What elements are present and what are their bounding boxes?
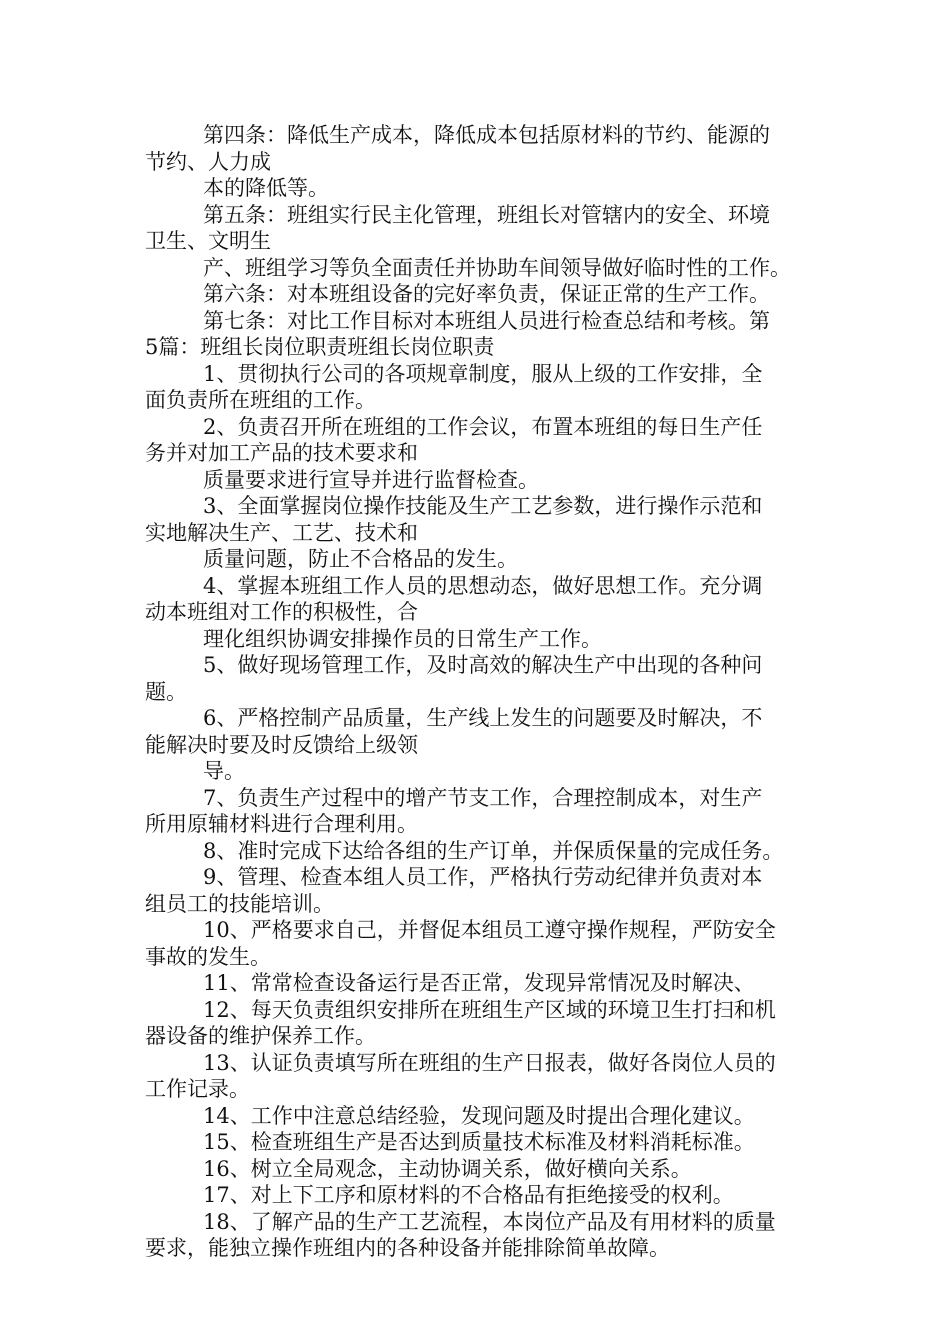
text-line: 面负责所在班组的工作。 (145, 388, 376, 412)
text-line: 1、贯彻执行公司的各项规章制度，服从上级的工作安排，全 (203, 361, 763, 386)
text-line: 5、做好现场管理工作，及时高效的解决生产中出现的各种问 (203, 653, 763, 677)
text-line: 第五条：班组实行民主化管理，班组长对管辖内的安全、环境 (203, 202, 770, 227)
text-line: 第四条：降低生产成本，降低成本包括原材料的节约、能源的 (203, 123, 770, 147)
text-line: 理化组织协调安排操作员的日常生产工作。 (203, 626, 602, 651)
text-line: 13、认证负责填写所在班组的生产日报表，做好各岗位人员的 (203, 1050, 776, 1075)
text-line: 5篇：班组长岗位职责班组长岗位职责 (145, 335, 495, 359)
document-body (145, 122, 815, 1262)
text-line: 3、全面掌握岗位操作技能及生产工艺参数，进行操作示范和 (203, 494, 763, 518)
text-line: 所用原辅材料进行合理利用。 (145, 812, 418, 836)
text-line: 动本班组对工作的积极性，合 (145, 600, 418, 624)
text-line: 18、了解产品的生产工艺流程，本岗位产品及有用材料的质量 (203, 1209, 776, 1234)
text-line: 6、严格控制产品质量，生产线上发生的问题要及时解决，不 (203, 706, 763, 730)
text-line: 4、掌握本班组工作人员的思想动态，做好思想工作。充分调 (203, 573, 763, 598)
text-line: 7、负责生产过程中的增产节支工作，合理控制成本，对生产 (203, 785, 763, 810)
text-line: 要求，能独立操作班组内的各种设备并能排除简单故障。 (145, 1236, 670, 1260)
text-line: 质量要求进行宣导并进行监督检查。 (203, 467, 539, 492)
text-line: 导。 (203, 759, 245, 783)
text-line: 第七条：对比工作目标对本班组人员进行检查总结和考核。第 (203, 308, 770, 333)
text-line: 11、常常检查设备运行是否正常，发现异常情况及时解决、 (203, 971, 755, 995)
text-line: 卫生、文明生 (145, 229, 271, 253)
text-line: 10、严格要求自己，并督促本组员工遵守操作规程，严防安全 (203, 918, 776, 942)
text-line: 8、准时完成下达给各组的生产订单，并保质保量的完成任务。 (203, 838, 784, 863)
text-line: 器设备的维护保养工作。 (145, 1024, 376, 1048)
text-line: 产、班组学习等负全面责任并协助车间领导做好临时性的工作。 (203, 255, 791, 280)
text-line: 2、负责召开所在班组的工作会议，布置本班组的每日生产任 (203, 414, 763, 439)
text-line: 质量问题，防止不合格品的发生。 (203, 547, 518, 571)
text-line: 节约、人力成 (145, 149, 271, 174)
text-line: 12、每天负责组织安排所在班组生产区域的环境卫生打扫和机 (203, 997, 776, 1022)
text-line: 能解决时要及时反馈给上级领 (145, 732, 418, 757)
text-line: 事故的发生。 (145, 944, 271, 969)
text-line: 本的降低等。 (203, 176, 329, 200)
text-line: 组员工的技能培训。 (145, 891, 334, 916)
text-line: 实地解决生产、工艺、技术和 (145, 520, 418, 545)
text-line: 题。 (145, 679, 187, 704)
text-line: 17、对上下工序和原材料的不合格品有拒绝接受的权利。 (203, 1183, 734, 1207)
text-line: 工作记录。 (145, 1077, 250, 1101)
text-line: 14、工作中注意总结经验，发现问题及时提出合理化建议。 (203, 1103, 755, 1128)
text-line: 务并对加工产品的技术要求和 (145, 441, 418, 465)
text-line: 9、管理、检查本组人员工作，严格执行劳动纪律并负责对本 (203, 865, 763, 889)
text-line: 第六条：对本班组设备的完好率负责，保证正常的生产工作。 (203, 282, 770, 306)
text-line: 15、检查班组生产是否达到质量技术标准及材料消耗标准。 (203, 1130, 755, 1154)
text-line: 16、树立全局观念，主动协调关系，做好横向关系。 (203, 1156, 692, 1181)
